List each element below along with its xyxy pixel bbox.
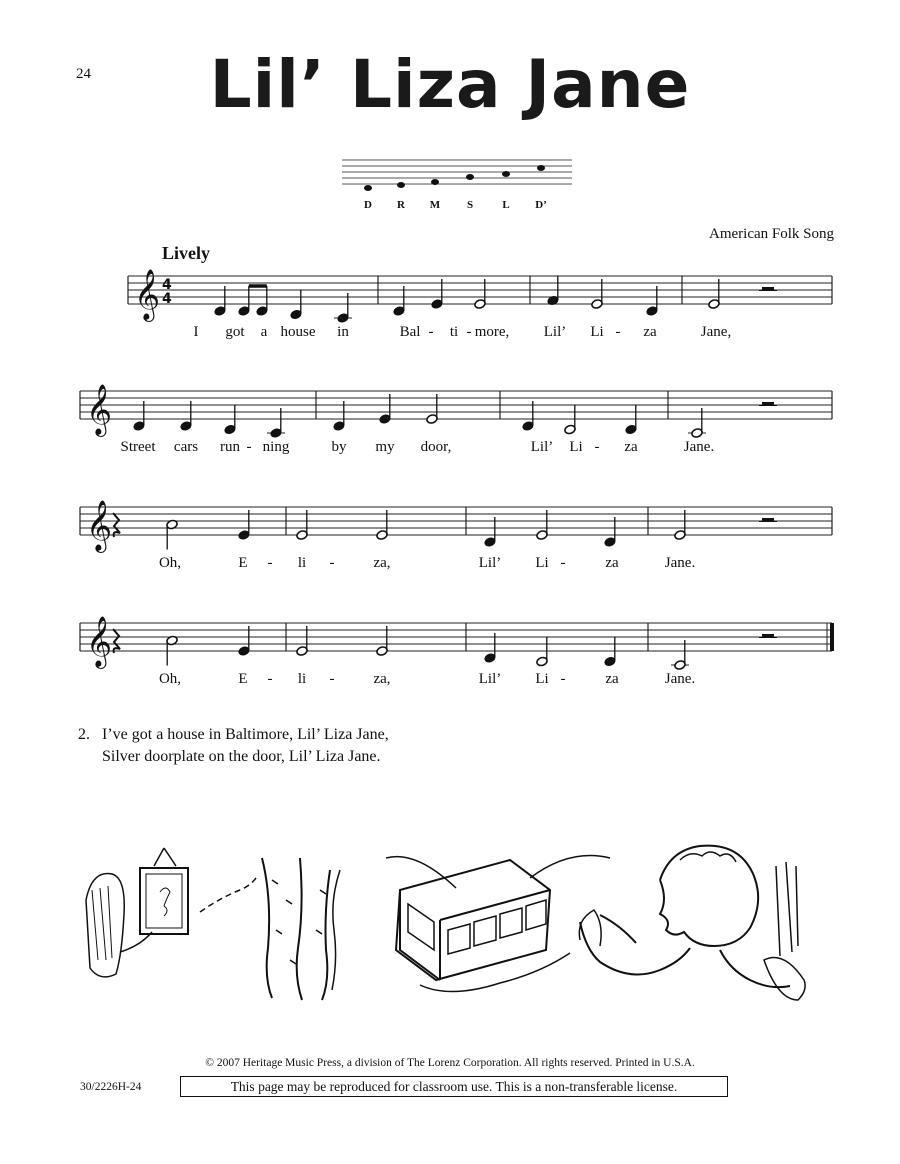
- lyric-syllable: E: [238, 555, 248, 571]
- solfa-label: L: [502, 199, 510, 211]
- solfa-label: D: [364, 199, 372, 211]
- lyric-syllable: Bal: [399, 324, 421, 340]
- half-rest: [762, 518, 774, 522]
- lyric-syllable: Lil’: [478, 555, 502, 571]
- lyric-syllable: Lil’: [530, 439, 554, 455]
- lyric-syllable: li: [297, 555, 307, 571]
- treble-clef-icon: 𝄞: [86, 500, 113, 551]
- solfa-staff: [342, 160, 572, 184]
- lyric-syllable: Oh,: [158, 671, 182, 687]
- lyric-syllable: za: [643, 324, 657, 340]
- solfa-note: [397, 182, 405, 188]
- lyric-syllable: door,: [420, 439, 452, 455]
- illustration: [86, 846, 805, 1000]
- wall-picture: [86, 848, 256, 977]
- lyric-syllable: Street: [120, 439, 156, 455]
- half-rest: [762, 287, 774, 291]
- lyric-syllable: Lil’: [543, 324, 567, 340]
- staff-system: [128, 269, 832, 323]
- lyric-syllable: Jane.: [664, 555, 696, 571]
- streetcar: [386, 856, 610, 992]
- lyric-syllable: Lil’: [478, 671, 502, 687]
- verse-2: [78, 724, 389, 768]
- lyric-syllable: li: [297, 671, 307, 687]
- staff-system: [80, 384, 832, 438]
- treble-clef-icon: 𝄞: [134, 269, 161, 320]
- lyric-syllable: za: [605, 555, 619, 571]
- verse-number: 2.: [78, 726, 90, 743]
- lyric-syllable: -: [246, 439, 252, 455]
- page-title: Lil’ Liza Jane: [209, 46, 691, 123]
- lyric-syllable: ning: [262, 439, 290, 455]
- lyric-syllable: Jane,: [700, 324, 732, 340]
- lyric-syllable: Oh,: [158, 555, 182, 571]
- lyric-syllable: za: [624, 439, 638, 455]
- lyric-syllable: -: [329, 671, 335, 687]
- lyric-syllable: Li: [569, 439, 583, 455]
- time-signature: 4: [162, 291, 172, 307]
- lyric-syllable: Jane.: [664, 671, 696, 687]
- lyric-syllable: -: [466, 324, 472, 340]
- composer-credit: American Folk Song: [709, 226, 834, 242]
- catalog-code: 30/2226H-24: [80, 1081, 142, 1093]
- half-rest: [762, 402, 774, 406]
- half-rest: [762, 634, 774, 638]
- tempo-marking: Lively: [162, 243, 210, 263]
- verse-line-2: Silver doorplate on the door, Lil’ Liza Jane.: [102, 748, 381, 765]
- copyright-notice: © 2007 Heritage Music Press, a division of The Lorenz Corporation. All rights reserved. Printed in U.S.A.: [205, 1057, 695, 1069]
- lyric-syllable: -: [267, 671, 273, 687]
- lyric-syllable: my: [375, 439, 395, 455]
- solfa-note: [502, 171, 510, 177]
- lyric-syllable: -: [615, 324, 621, 340]
- treble-clef-icon: 𝄞: [86, 616, 113, 667]
- lyric-syllable: Li: [535, 555, 549, 571]
- curtain: [262, 858, 340, 1000]
- solfa-label: S: [466, 199, 474, 211]
- quarter-rest: [113, 629, 120, 653]
- lyric-syllable: -: [560, 555, 566, 571]
- lyric-syllable: -: [329, 555, 335, 571]
- lyric-syllable: Li: [535, 671, 549, 687]
- page-number: 24: [76, 66, 91, 82]
- lyric-syllable: in: [337, 324, 349, 340]
- lyric-syllable: Li: [590, 324, 604, 340]
- lyric-syllable: za: [605, 671, 619, 687]
- lyric-syllable: za,: [373, 671, 391, 687]
- lyric-syllable: ti: [449, 324, 459, 340]
- lyric-syllable: za,: [373, 555, 391, 571]
- lyric-syllable: a: [260, 324, 268, 340]
- lyric-syllable: got: [225, 324, 245, 340]
- lyric-syllable: I: [193, 324, 199, 340]
- lyric-syllable: run: [220, 439, 240, 455]
- lyric-syllable: -: [267, 555, 273, 571]
- quarter-rest: [113, 513, 120, 537]
- treble-clef-icon: 𝄞: [86, 384, 113, 435]
- lyric-syllable: E: [238, 671, 248, 687]
- solfa-note: [537, 165, 545, 171]
- staff-system: [80, 500, 832, 553]
- license-box: This page may be reproduced for classroom use. This is a non-transferable license.: [180, 1076, 728, 1097]
- child: [579, 846, 805, 1000]
- lyric-syllable: house: [280, 324, 316, 340]
- solfa-label: M: [429, 199, 441, 211]
- solfa-note: [364, 185, 372, 191]
- time-signature: 4: [162, 277, 172, 293]
- lyric-syllable: Jane.: [683, 439, 715, 455]
- lyric-syllable: -: [560, 671, 566, 687]
- lyric-syllable: more,: [474, 324, 510, 340]
- lyric-syllable: cars: [173, 439, 199, 455]
- solfa-label: D’: [535, 199, 547, 211]
- lyric-syllable: by: [331, 439, 347, 455]
- solfa-note: [431, 179, 439, 185]
- lyric-syllable: -: [594, 439, 600, 455]
- staff-system: [80, 616, 832, 670]
- solfa-label: R: [397, 199, 405, 211]
- solfa-note: [466, 174, 474, 180]
- verse-line-1: I’ve got a house in Baltimore, Lil’ Liza Jane,: [102, 726, 389, 743]
- lyric-syllable: -: [428, 324, 434, 340]
